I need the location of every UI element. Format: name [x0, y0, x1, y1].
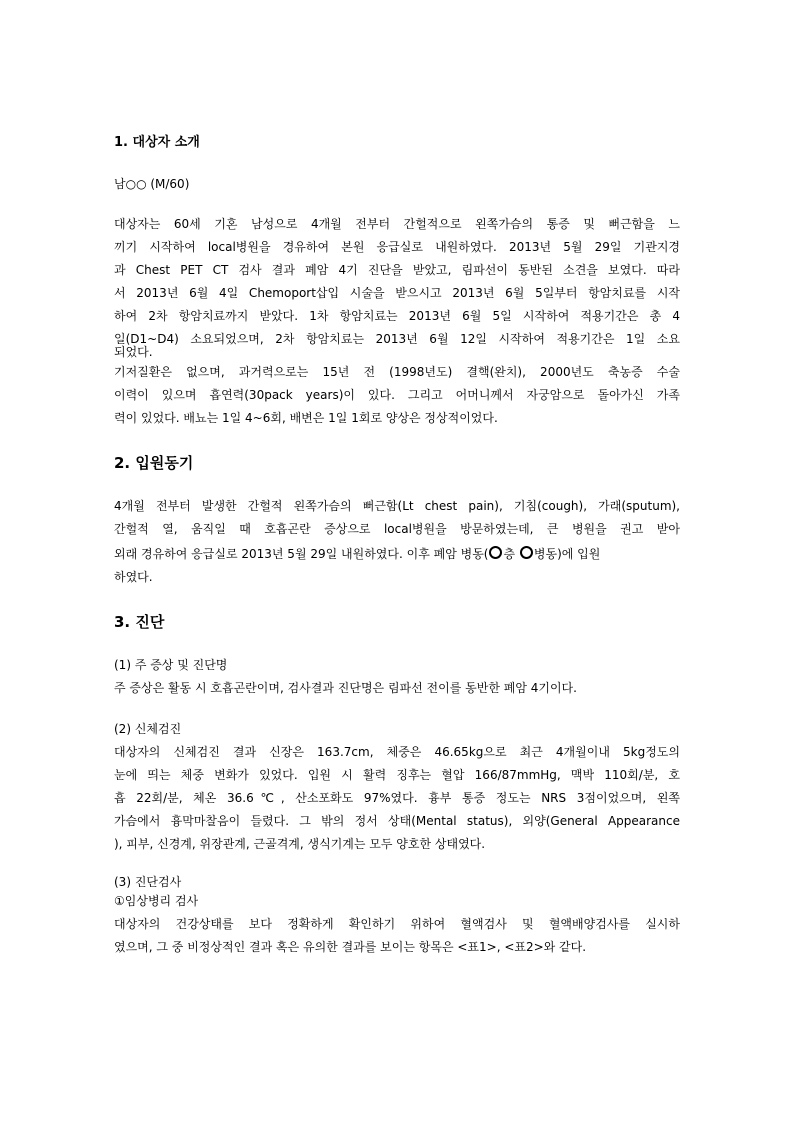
paragraph-line: 기저질환은 없으며, 과거력으로는 15년 전 (1998년도) 결핵(완치), 2000년도 축농증 수술 — [114, 365, 680, 379]
paragraph-line: 서 2013년 6월 4일 Chemoport삽입 시술을 받으시고 2013년 6월 5일부터 항암치료를 시작 — [114, 286, 680, 300]
ward-unit-label: 병동)에 입원 — [533, 547, 601, 561]
section-heading-1: 1. 대상자 소개 — [114, 135, 200, 150]
subsection-title: (2) 신체검진 — [114, 722, 182, 736]
paragraph-line: 력이 있었다. 배뇨는 1일 4~6회, 배변은 1일 1회로 양상은 정상적이었다. — [114, 411, 498, 425]
circle-mark-icon — [520, 546, 533, 559]
list-item-title: ①임상병리 검사 — [114, 894, 199, 908]
circle-mark-icon — [489, 546, 502, 559]
section-heading-3: 3. 진단 — [114, 613, 165, 631]
paragraph-line: 대상자의 신체검진 결과 신장은 163.7cm, 체중은 46.65kg으로 최근 4개월이내 5kg정도의 — [114, 745, 680, 759]
paragraph-line: 하여 2차 항암치료까지 받았다. 1차 항암치료는 2013년 6월 5일 시작하여 적용기간은 총 4 — [114, 309, 680, 323]
paragraph-line: 하였다. — [114, 570, 153, 584]
paragraph-line: 끼기 시작하여 local병원을 경유하여 본원 응급실로 내원하였다. 2013년 5월 29일 기관지경 — [114, 240, 680, 254]
paragraph-line: 대상자는 60세 기혼 남성으로 4개월 전부터 간헐적으로 왼쪽가슴의 통증 및 뻐근함을 느 — [114, 217, 680, 231]
paragraph-line: 과 Chest PET CT 검사 결과 폐암 4기 진단을 받았고, 림파선이 동반된 소견을 보였다. 따라 — [114, 263, 680, 277]
paragraph-text: 외래 경유하여 응급실로 2013년 5월 29일 내원하였다. 이후 폐암 병동( — [114, 547, 489, 561]
patient-id: 남○○ (M/60) — [114, 177, 190, 191]
paragraph-line: 흡 22회/분, 체온 36.6℃, 산소포화도 97%였다. 흉부 통증 정도는 NRS 3점이었으며, 왼쪽 — [114, 791, 680, 805]
section-heading-2: 2. 입원동기 — [114, 454, 194, 472]
paragraph-line: 4개월 전부터 발생한 간헐적 왼쪽가슴의 뻐근함(Lt chest pain), 기침(cough), 가래(sputum), — [114, 499, 680, 513]
paragraph-line: 대상자의 건강상태를 보다 정확하게 확인하기 위하여 혈액검사 및 혈액배양검사를 실시하 — [114, 917, 680, 931]
paragraph-line: ), 피부, 신경계, 위장관계, 근골격계, 생식기계는 모두 양호한 상태였다. — [114, 837, 486, 851]
paragraph-line — [114, 546, 680, 561]
paragraph-line: 였으며, 그 중 비정상적인 결과 혹은 유의한 결과를 보이는 항목은 <표1>, <표2>와 같다. — [114, 940, 587, 954]
paragraph-line: 주 증상은 활동 시 호흡곤란이며, 검사결과 진단명은 림파선 전이를 동반한 폐암 4기이다. — [114, 681, 577, 695]
paragraph-line: 가슴에서 흉막마찰음이 들렸다. 그 밖의 정서 상태(Mental status), 외양(General Appearance — [114, 814, 680, 828]
paragraph-line: 눈에 띄는 체중 변화가 있었다. 입원 시 활력 징후는 혈압 166/87mmHg, 맥박 110회/분, 호 — [114, 768, 680, 782]
paragraph-line: 간헐적 열, 움직일 때 호흡곤란 증상으로 local병원을 방문하였는데, 큰 병원을 권고 받아 — [114, 522, 680, 536]
ward-floor-label: 층 — [503, 547, 516, 561]
paragraph-line: 이력이 있으며 흡연력(30pack years)이 있다. 그리고 어머니께서 자궁암으로 돌아가신 가족 — [114, 388, 680, 402]
subsection-title: (3) 진단검사 — [114, 875, 182, 889]
paragraph-line: 되었다. — [114, 345, 153, 359]
subsection-title: (1) 주 증상 및 진단명 — [114, 658, 228, 672]
paragraph-line: 일(D1~D4) 소요되었으며, 2차 항암치료는 2013년 6월 12일 시작하여 적용기간은 1일 소요 — [114, 332, 680, 346]
